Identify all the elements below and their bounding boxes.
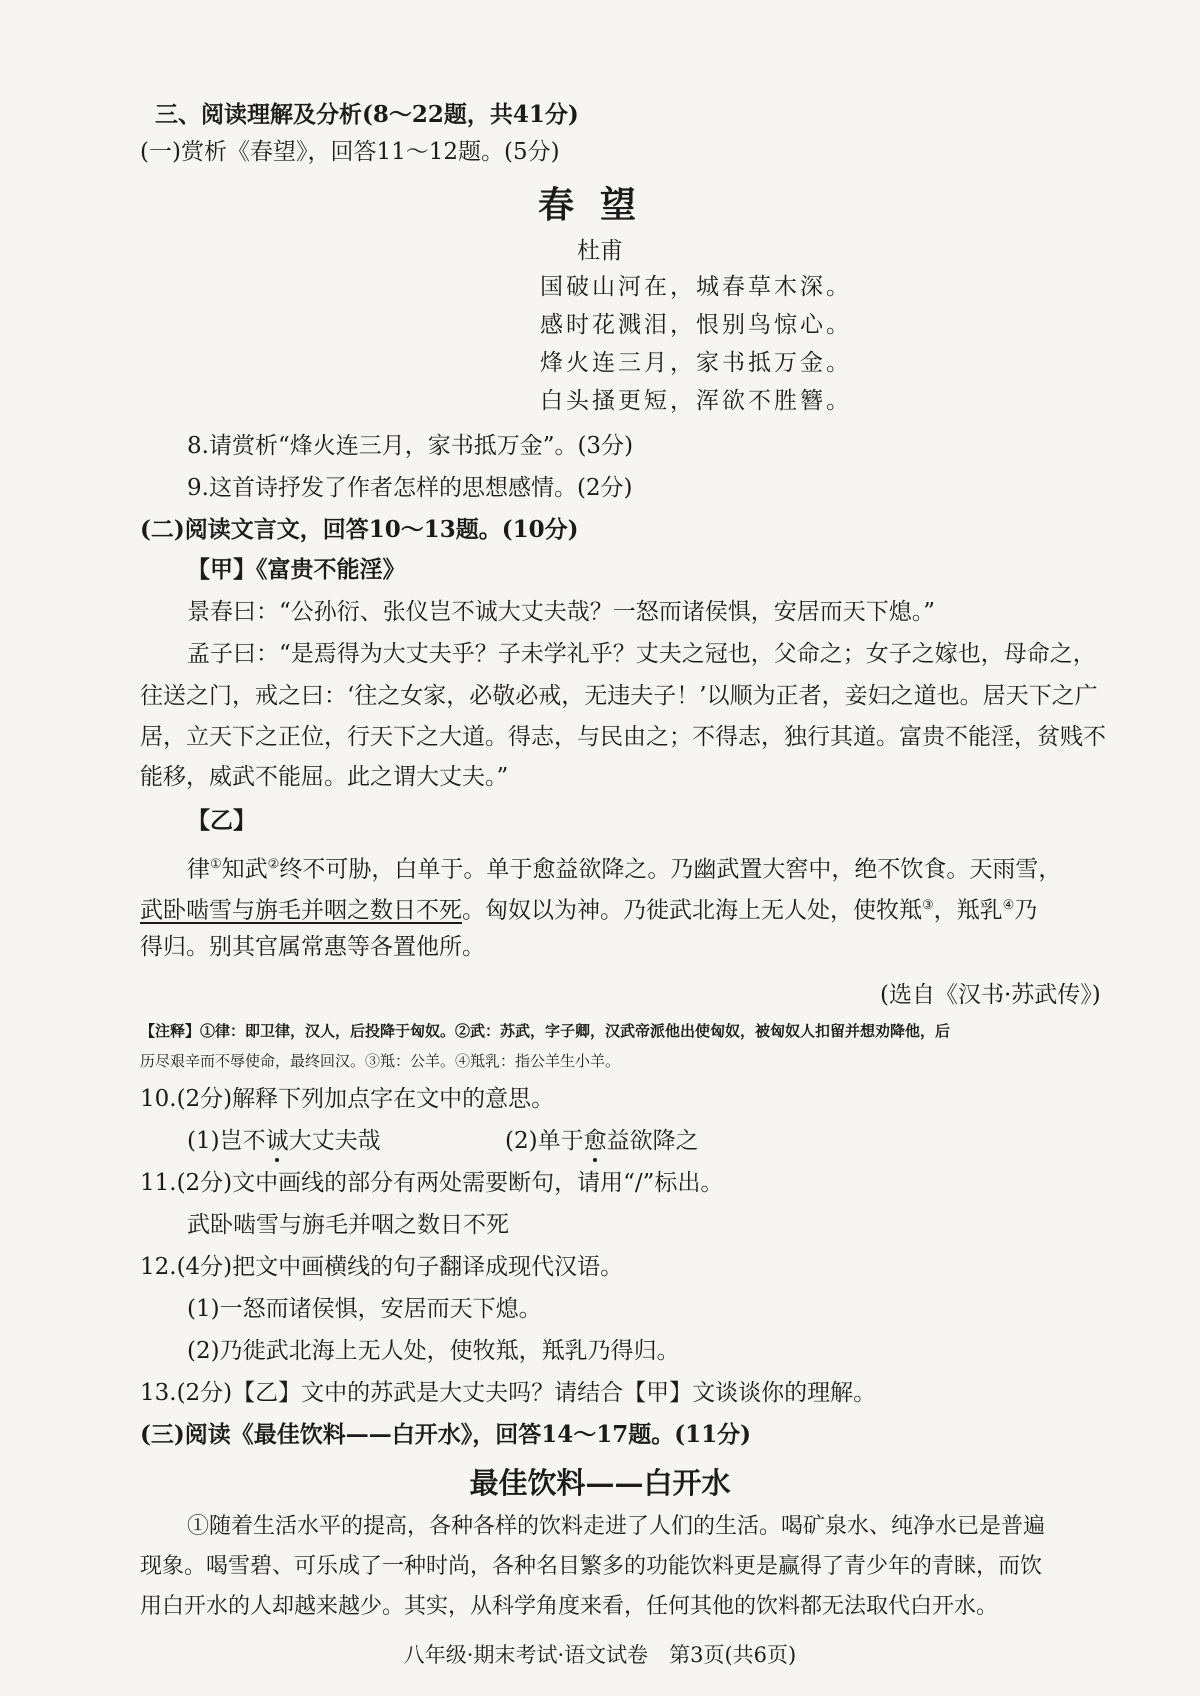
jia-line-2: 孟子曰：“是焉得为大丈夫乎？子未学礼乎？丈夫之冠也，父命之；女子之嫁也，母命之，: [187, 641, 1096, 667]
poem-author: 杜甫: [577, 238, 623, 264]
jia-title: 【甲】《富贵不能淫》: [187, 556, 406, 583]
note-marker: ④: [1002, 898, 1015, 913]
underlined-sentence: 武卧啮雪与旃毛并咽之数日不死: [140, 897, 462, 924]
poem-line-4: 白头搔更短，浑欲不胜簪。: [540, 388, 852, 414]
article-line-3: 用白开水的人却越来越少。其实，从科学角度来看，任何其他的饮料都无法取代白开水。: [140, 1594, 999, 1619]
question-11: 11.(2分)文中画线的部分有两处需要断句，请用“/”标出。: [140, 1170, 724, 1196]
question-13: 13.(2分)【乙】文中的苏武是大丈夫吗？请结合【甲】文谈谈你的理解。: [140, 1380, 877, 1406]
yi-line-1: [187, 850, 1061, 885]
page-footer: 八年级·期末考试·语文试卷 第3页(共6页): [403, 1643, 797, 1667]
jia-line-1: 景春曰：“公孙衍、张仪岂不诚大丈夫哉？一怒而诸侯惧，安居而天下熄。”: [187, 599, 936, 625]
yi-text: 知武: [221, 856, 268, 883]
part3-heading: (三)阅读《最佳饮料——白开水》，回答14～17题。(11分): [140, 1421, 752, 1448]
notes-line-1: 【注释】①律：即卫律，汉人，后投降于匈奴。②武：苏武，字子卿，汉武帝派他出使匈奴，被匈奴人扣留并想劝降他，后: [140, 1022, 951, 1040]
jia-line-5: 能移，威武不能屈。此之谓大丈夫。”: [140, 764, 509, 790]
question-10-item-2: [505, 1126, 699, 1156]
yi-text: ，羝乳: [933, 897, 1003, 924]
yi-text: 。匈奴以为神。乃徙武北海上无人处，使牧羝: [462, 897, 922, 924]
poem-line-2: 感时花溅泪，恨别鸟惊心。: [540, 312, 852, 338]
part1-heading: (一)赏析《春望》，回答11～12题。(5分): [140, 139, 560, 165]
dotted-char: 诚: [265, 1128, 289, 1154]
yi-text: 乃: [1014, 897, 1038, 924]
question-12-item-1: (1)一怒而诸侯惧，安居而天下熄。: [187, 1296, 542, 1322]
jia-line-4: 居，立天下之正位，行天下之大道。得志，与民由之；不得志，独行其道。富贵不能淫，贫贱不: [140, 724, 1106, 750]
poem-title: 春望: [537, 184, 662, 226]
article-title: 最佳饮料——白开水: [469, 1466, 731, 1500]
yi-line-3: 得归。别其官属常惠等各置他所。: [140, 934, 485, 960]
section-heading: 三、阅读理解及分析(8～22题，共41分): [155, 101, 579, 128]
note-marker: ②: [267, 857, 280, 872]
article-line-2: 现象。喝雪碧、可乐成了一种时尚，各种名目繁多的功能饮料更是赢得了青少年的青睐，而饮: [140, 1554, 1043, 1579]
jia-line-3: 往送之门，戒之曰：‘往之女家，必敬必戒，无违夫子！’以顺为正者，妾妇之道也。居天下之广: [140, 683, 1098, 709]
question-12: 12.(4分)把文中画横线的句子翻译成现代汉语。: [140, 1254, 624, 1280]
note-marker: ③: [922, 898, 934, 913]
yi-text: 终不可胁，白单于。单于愈益欲降之。乃幽武置大窖中，绝不饮食。天雨雪，: [279, 856, 1062, 883]
dotted-char: 愈: [583, 1128, 607, 1154]
yi-title: 【乙】: [187, 807, 256, 834]
notes-line-2: 历尽艰辛而不辱使命，最终回汉。③羝：公羊。④羝乳：指公羊生小羊。: [140, 1052, 621, 1070]
item-text: 大丈夫哉: [288, 1128, 381, 1154]
yi-text: 律: [187, 856, 210, 883]
question-11-sentence: 武卧啮雪与旃毛并咽之数日不死: [187, 1212, 509, 1238]
question-10: 10.(2分)解释下列加点字在文中的意思。: [140, 1086, 555, 1112]
question-9: 9.这首诗抒发了作者怎样的思想感情。(2分): [187, 475, 633, 501]
source-citation: (选自《汉书·苏武传》): [880, 982, 1101, 1008]
part2-heading: (二)阅读文言文，回答10～13题。(10分): [140, 516, 579, 543]
note-marker: ①: [210, 857, 222, 872]
item-text: 益欲降之: [606, 1128, 699, 1154]
poem-line-1: 国破山河在，城春草木深。: [540, 274, 852, 300]
article-line-1: ①随着生活水平的提高，各种各样的饮料走进了人们的生活。喝矿泉水、纯净水已是普遍: [187, 1514, 1046, 1539]
question-10-item-1: [187, 1126, 381, 1156]
poem-line-3: 烽火连三月，家书抵万金。: [540, 350, 852, 376]
question-12-item-2: (2)乃徙武北海上无人处，使牧羝，羝乳乃得归。: [187, 1338, 680, 1364]
item-text: (2)单于: [505, 1128, 584, 1154]
item-text: (1)岂不: [187, 1128, 266, 1154]
question-8: 8.请赏析“烽火连三月，家书抵万金”。(3分): [187, 433, 634, 459]
yi-line-2: [140, 891, 1037, 926]
